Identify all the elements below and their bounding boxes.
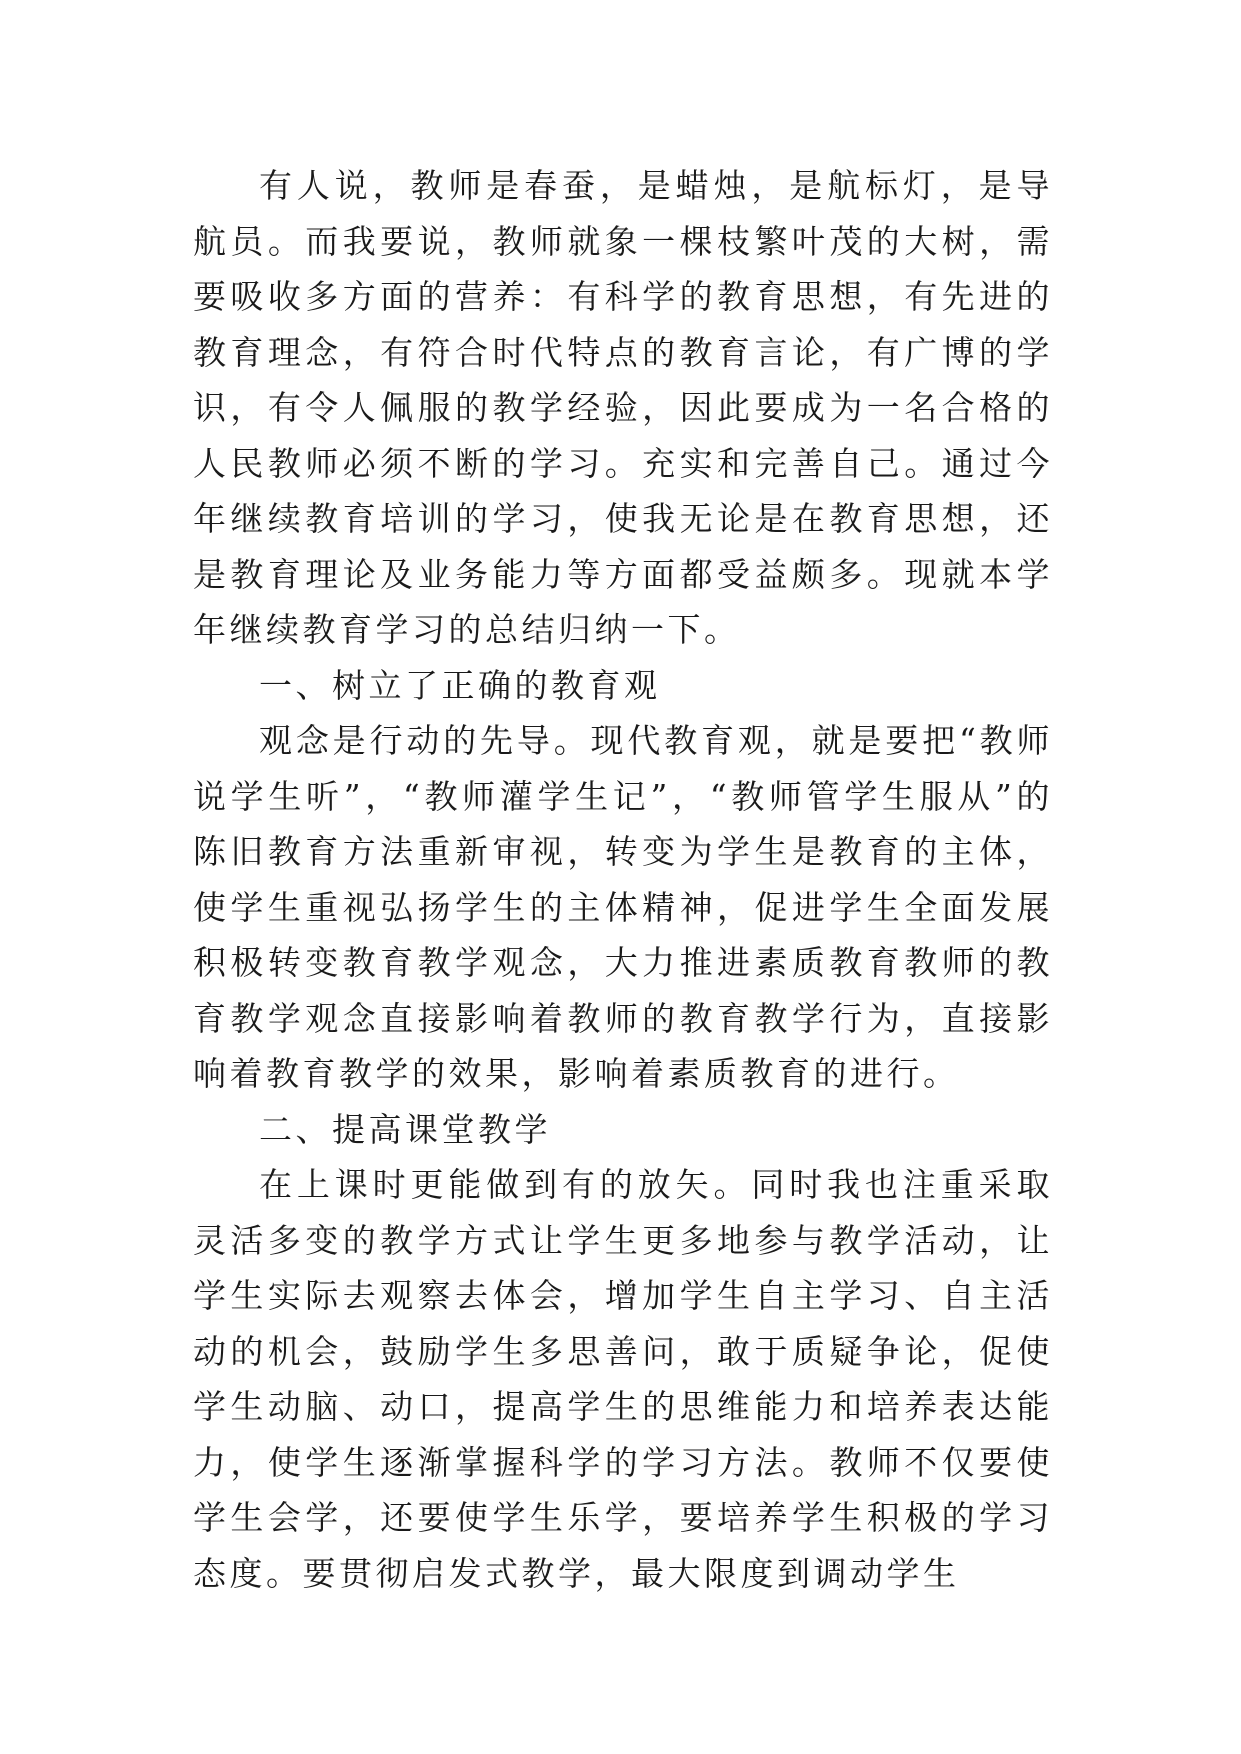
intro-paragraph: 有人说，教师是春蚕，是蜡烛，是航标灯，是导航员。而我要说，教师就象一棵枝繁叶茂的大树，需要吸收多方面的营养：有科学的教育思想，有先进的教育理念，有符合时代特点的教育言论，有广博的学识，有令人佩服的教学经验，因此要成为一名合格的人民教师必须不断的学习。充实和完善自己。通过今年继续教育培训的学习，使我无论是在教育思想，还是教育理论及业务能力等方面都受益颇多。现就本学年继续教育学习的总结归纳一下。	[193, 166, 1053, 649]
section-heading-1: 一、树立了正确的教育观	[259, 665, 661, 705]
section-heading-2: 二、提高课堂教学	[259, 1109, 551, 1149]
section-1-paragraph: 观念是行动的先导。现代教育观，就是要把“教师说学生听”，“教师灌学生记”，“教师管学生服从”的陈旧教育方法重新审视，转变为学生是教育的主体，使学生重视弘扬学生的主体精神，促进学生全面发展积极转变教育教学观念，大力推进素质教育教师的教育教学观念直接影响着教师的教育教学行为，直接影响着教育教学的效果，影响着素质教育的进行。	[193, 721, 1053, 1093]
section-2-paragraph: 在上课时更能做到有的放矢。同时我也注重采取灵活多变的教学方式让学生更多地参与教学活动，让学生实际去观察去体会，增加学生自主学习、自主活动的机会，鼓励学生多思善问，敢于质疑争论，促使学生动脑、动口，提高学生的思维能力和培养表达能力，使学生逐渐掌握科学的学习方法。教师不仅要使学生会学，还要使学生乐学，要培养学生积极的学习态度。要贯彻启发式教学，最大限度到调动学生	[193, 1165, 1053, 1593]
document-body	[193, 158, 1053, 1601]
